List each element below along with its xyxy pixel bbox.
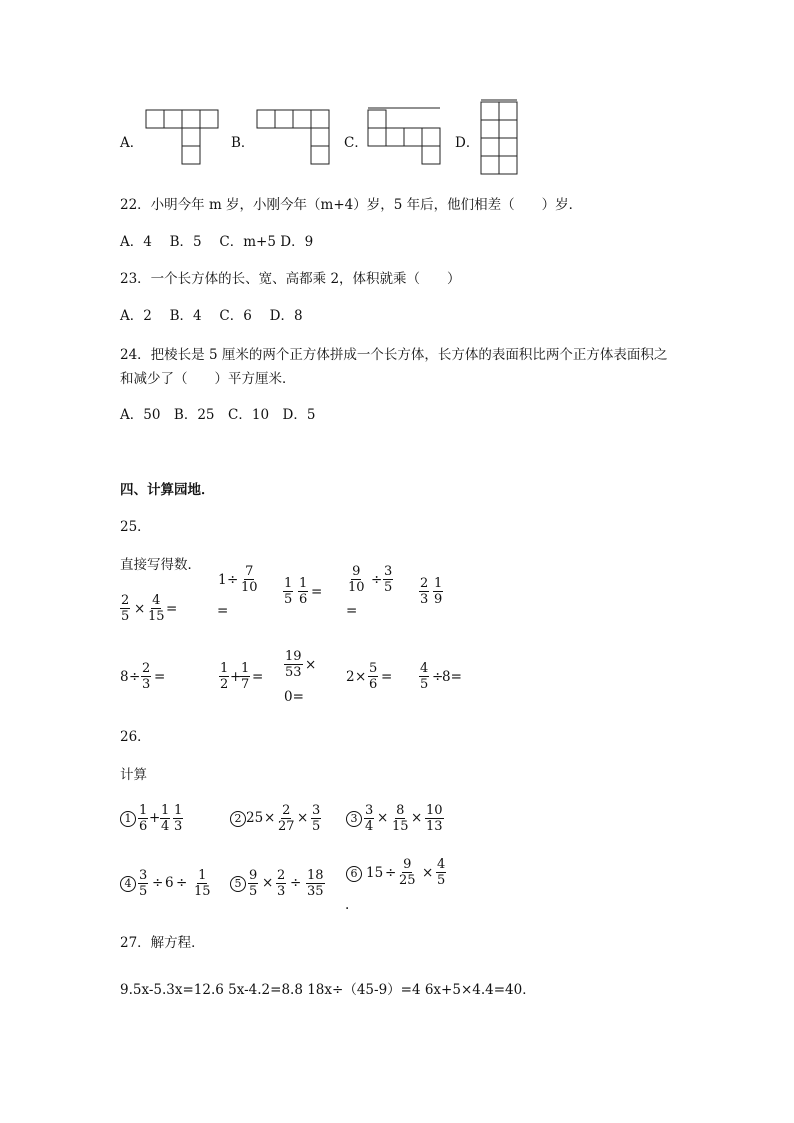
fraction-1-3: $\frac{1}{3}$	[174, 803, 183, 834]
q26-fifteen: 15	[366, 865, 384, 881]
q25-times: ×	[134, 601, 146, 617]
circled-number-1: 1	[120, 811, 136, 827]
fraction-3-4: $\frac{3}{4}$	[365, 803, 374, 834]
q27-equations: 9.5x-5.3x=12.6 5x-4.2=8.8 18x÷（45-9）=4 6x+5×4.4=40．	[120, 982, 536, 998]
q24-stem-line2: 和减少了（ ）平方厘米．	[120, 371, 296, 387]
q25-div: ÷	[227, 572, 239, 588]
net-a-diagram	[146, 110, 218, 166]
fraction-9-25: $\frac{9}{25}$	[399, 857, 416, 888]
circled-number-5: 5	[230, 876, 246, 892]
q25-equals: =	[381, 669, 393, 685]
q25-plus: +	[230, 669, 242, 685]
q25-equals: =	[311, 584, 323, 600]
fraction-2-3: $\frac{2}{3}$	[277, 868, 286, 899]
q24-stem-line1: 24．把棱长是 5 厘米的两个正方体拼成一个长方体，长方体的表面积比两个正方体表面积之	[120, 347, 668, 363]
q26-plus: +	[149, 810, 161, 826]
q24-options: A．50 B．25 C．10 D．5	[120, 407, 316, 423]
fraction-1-6: $\frac{1}{6}$	[139, 803, 148, 834]
net-d-diagram	[481, 100, 521, 176]
circled-number-2: 2	[230, 811, 246, 827]
q26-times: ×	[262, 875, 274, 891]
fraction-2-3: $\frac{2}{3}$	[142, 661, 151, 692]
q26-number: 26．	[120, 729, 151, 745]
fraction-8-15: $\frac{8}{15}$	[392, 803, 409, 834]
section-four-title: 四、计算园地．	[120, 482, 215, 498]
q26-div: ÷	[152, 875, 164, 891]
q26-div: ÷	[290, 875, 302, 891]
q26-div: ÷	[176, 875, 188, 891]
q25-equals: =	[252, 669, 264, 685]
q26-period: .	[345, 897, 350, 913]
q25-instruction: 直接写得数．	[120, 557, 201, 573]
q25-times: ×	[355, 669, 367, 685]
q22-stem: 22．小明今年 m 岁，小刚今年（m+4）岁，5 年后，他们相差（ ）岁．	[120, 197, 583, 213]
q25-one: 1	[218, 572, 227, 588]
q26-six: 6	[165, 875, 174, 891]
option-a-label: A．	[120, 135, 144, 151]
q25-eight: 8	[120, 669, 129, 685]
fraction-7-10: $\frac{7}{10}$	[241, 564, 258, 595]
q27-stem: 27．解方程．	[120, 935, 205, 951]
q25-zero-eq: 0=	[284, 689, 304, 705]
circled-number-3: 3	[346, 811, 362, 827]
fraction-4-15: $\frac{4}{15}$	[148, 593, 165, 624]
q26-instruction: 计算	[120, 767, 147, 783]
q25-equals: =	[166, 601, 178, 617]
q22-options: A．4 B．5 C．m+5 D．9	[120, 234, 314, 250]
fraction-3-5: $\frac{3}{5}$	[384, 564, 393, 595]
fraction-18-35: $\frac{18}{35}$	[307, 868, 324, 899]
fraction-1-6: $\frac{1}{6}$	[299, 576, 308, 607]
q23-options: A．2 B．4 C．6 D．8	[120, 308, 303, 324]
q25-number: 25．	[120, 519, 151, 535]
fraction-1-5: $\frac{1}{5}$	[284, 576, 293, 607]
option-b-label: B．	[231, 135, 255, 151]
fraction-2-5: $\frac{2}{5}$	[121, 593, 130, 624]
q26-times: ×	[411, 810, 423, 826]
q25-eight-eq: 8=	[442, 669, 462, 685]
q25-two: 2	[346, 669, 355, 685]
option-d-label: D．	[455, 135, 480, 151]
net-b-diagram	[257, 110, 329, 166]
net-c-diagram	[368, 108, 442, 166]
q25-div: ÷	[371, 572, 383, 588]
fraction-4-5: $\frac{4}{5}$	[437, 857, 446, 888]
q25-times: ×	[305, 657, 317, 673]
fraction-2-3: $\frac{2}{3}$	[420, 576, 429, 607]
fraction-1-7: $\frac{1}{7}$	[241, 661, 250, 692]
fraction-9-10: $\frac{9}{10}$	[348, 564, 365, 595]
q26-times: ×	[264, 810, 276, 826]
q25-equals: =	[217, 603, 229, 619]
q26-div: ÷	[385, 865, 397, 881]
fraction-1-15: $\frac{1}{15}$	[194, 868, 211, 899]
fraction-3-5: $\frac{3}{5}$	[312, 803, 321, 834]
option-c-label: C．	[344, 135, 368, 151]
fraction-1-4: $\frac{1}{4}$	[161, 803, 170, 834]
fraction-19-53: $\frac{19}{53}$	[285, 649, 302, 680]
q26-times: ×	[422, 865, 434, 881]
circled-number-4: 4	[120, 876, 136, 892]
fraction-5-6: $\frac{5}{6}$	[369, 661, 378, 692]
fraction-1-2: $\frac{1}{2}$	[220, 661, 229, 692]
q23-stem: 23．一个长方体的长、宽、高都乘 2，体积就乘（ ）	[120, 271, 461, 287]
q26-times: ×	[377, 810, 389, 826]
fraction-9-5: $\frac{9}{5}$	[249, 868, 258, 899]
fraction-3-5: $\frac{3}{5}$	[139, 868, 148, 899]
q25-div: ÷	[432, 669, 444, 685]
q25-div: ÷	[129, 669, 141, 685]
q26-times: ×	[297, 810, 309, 826]
fraction-4-5: $\frac{4}{5}$	[420, 661, 429, 692]
q25-equals: =	[154, 669, 166, 685]
q25-equals: =	[346, 603, 358, 619]
q26-twentyfive: 25	[246, 810, 264, 826]
circled-number-6: 6	[346, 866, 362, 882]
fraction-1-9: $\frac{1}{9}$	[434, 576, 443, 607]
fraction-2-27: $\frac{2}{27}$	[278, 803, 295, 834]
fraction-10-13: $\frac{10}{13}$	[426, 803, 443, 834]
